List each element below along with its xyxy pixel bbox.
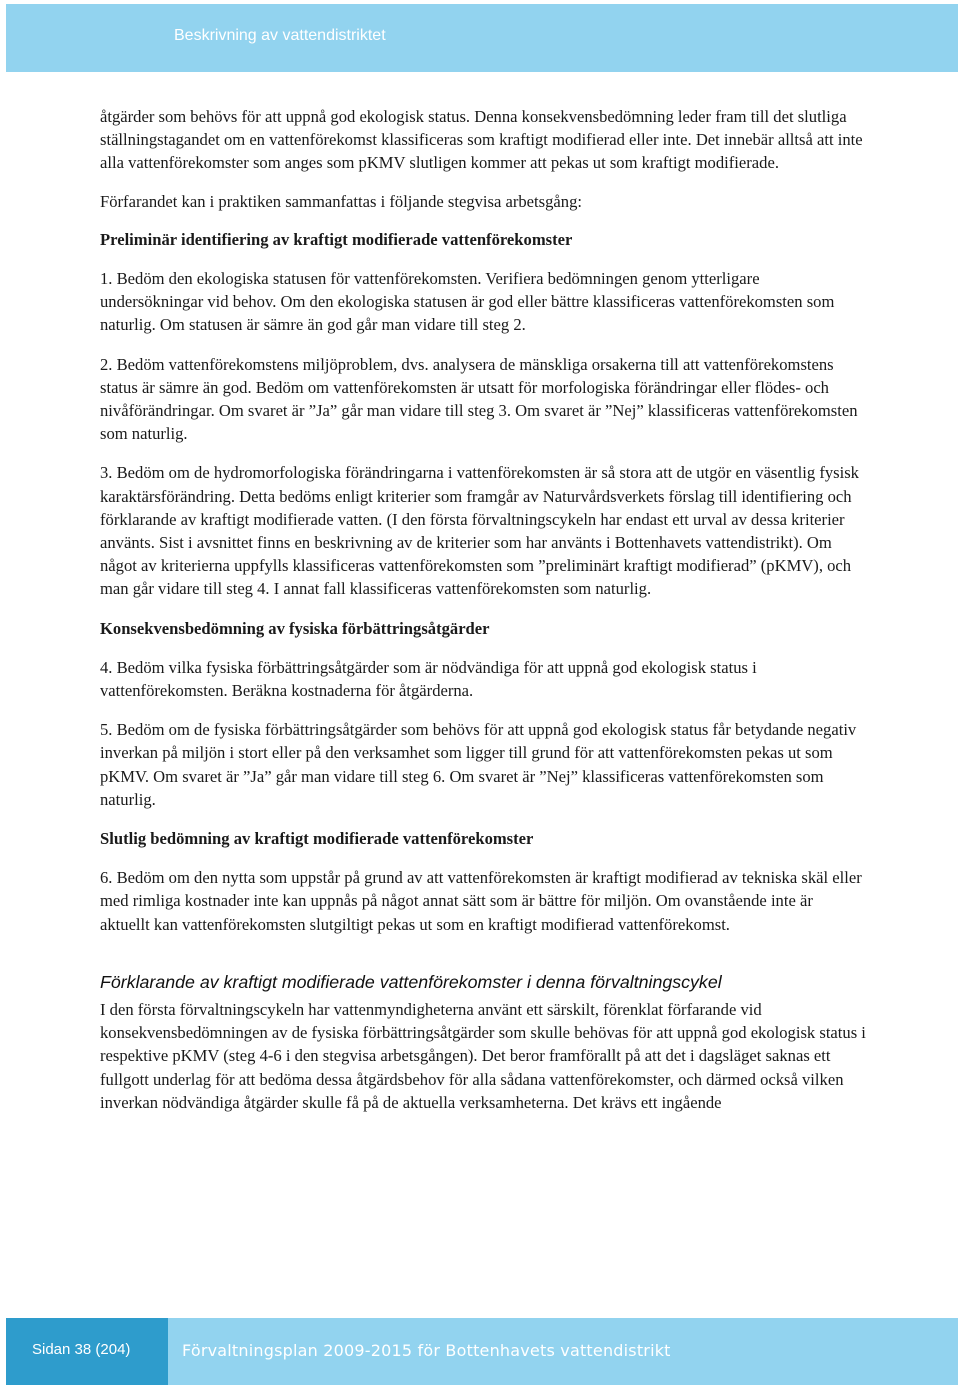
step-4-paragraph: 4. Bedöm vilka fysiska förbättringsåtgärder som är nödvändiga för att uppnå god ekologisk status i vattenförekomsten. Beräkna kostnaderna för åtgärderna. [100, 657, 757, 701]
heading-final: Slutlig bedömning av kraftigt modifierade vattenförekomster [100, 829, 534, 849]
heading-consequence: Konsekvensbedömning av fysiska förbättringsåtgärder [100, 618, 490, 638]
intro-paragraph: åtgärder som behövs för att uppnå god ekologisk status. Denna konsekvensbedömning leder fram till det slutliga ställningstagandet om en vattenförekomst klassificeras som kraftigt modifierad eller inte. Det innebär alltså att inte alla vattenförekomster som anges som pKMV slutligen kommer att pekas ut som kraftigt modifierade. [100, 107, 863, 173]
step-5-paragraph: 5. Bedöm om de fysiska förbättringsåtgärder som behövs för att uppnå god ekologisk status får betydande negativ inverkan på miljön i stort eller på den verksamhet som ligger till grund för att vattenförekomsten pekas ut som pKMV. Om svaret är ”Ja” går man vidare till steg 6. Om svaret är ”Nej” klassificeras vattenförekomsten som naturlig. [100, 720, 857, 809]
section-paragraph: I den första förvaltningscykeln har vattenmyndigheterna använt ett särskilt, förenklat förfarande vid konsekvensbedömningen av de fysiska förbättringsåtgärder som skulle behövas för att uppnå god ekologisk status i respektive pKMV (steg 4-6 i den stegvisa arbetsgången). Det beror framförallt på att det i dagsläget saknas ett fullgott underlag för att bedöma dessa åtgärdsbehov för alla sådana vattenförekomster, och därmed också vilken inverkan nödvändiga åtgärder skulle få på de aktuella verksamheterna. Det krävs ett ingående [100, 999, 866, 1112]
section-heading: Förklarande av kraftigt modifierade vattenförekomster i denna förvaltningscykel [100, 971, 722, 992]
summary-paragraph: Förfarandet kan i praktiken sammanfattas i följande stegvisa arbetsgång: [100, 191, 582, 211]
heading-preliminary: Preliminär identifiering av kraftigt modifierade vattenförekomster [100, 229, 573, 249]
page-number: Sidan 38 (204) [32, 1341, 131, 1358]
step-3-paragraph: 3. Bedöm om de hydromorfologiska förändringarna i vattenförekomsten är så stora att de utgör en väsentlig fysisk karaktärsförändring. Detta bedöms enligt kriterier som framgår av Naturvårdsverkets förslag till identifiering och förklarande av kraftigt modifierade vatten. (I den första förvaltningscykeln har endast ett urval av dessa kriterier använts. Sist i avsnittet finns en beskrivning av de kriterier som har använts i Bottenhavets vattendistrikt). Om något av kriterierna uppfylls klassificeras vattenförekomsten som ”preliminärt kraftigt modifierad” (pKMV), och man går vidare till steg 4. I annat fall klassificeras vattenförekomsten som naturlig. [100, 463, 859, 599]
step-1-paragraph: 1. Bedöm den ekologiska statusen för vattenförekomsten. Verifiera bedömningen genom ytterligare undersökningar vid behov. Om den ekologiska statusen är god eller bättre klassificeras vattenförekomsten som naturlig. Om statusen är sämre än god går man vidare till steg 2. [100, 269, 835, 335]
header-band [6, 4, 958, 72]
header-title: Beskrivning av vattendistriktet [174, 27, 386, 44]
footer-title: Förvaltningsplan 2009-2015 för Bottenhavets vattendistrikt [182, 1341, 671, 1360]
step-2-paragraph: 2. Bedöm vattenförekomstens miljöproblem, dvs. analysera de mänskliga orsakerna till att vattenförekomstens status är sämre än god. Bedöm om vattenförekomsten är utsatt för morfologiska förändringar eller flödes- och nivåförändringar. Om svaret är ”Ja” går man vidare till steg 3. Om svaret är ”Nej” klassificeras vattenförekomsten som naturlig. [100, 354, 858, 444]
document-body [100, 105, 866, 1114]
step-6-paragraph: 6. Bedöm om den nytta som uppstår på grund av att vattenförekomsten är kraftigt modifierad av tekniska skäl eller med rimliga kostnader inte kan uppnås på något annat sätt som är bättre för miljön. Om ovanstående inte är aktuellt kan vattenförekomsten slutgiltigt pekas ut som en kraftigt modifierad vattenförekomst. [100, 868, 862, 934]
